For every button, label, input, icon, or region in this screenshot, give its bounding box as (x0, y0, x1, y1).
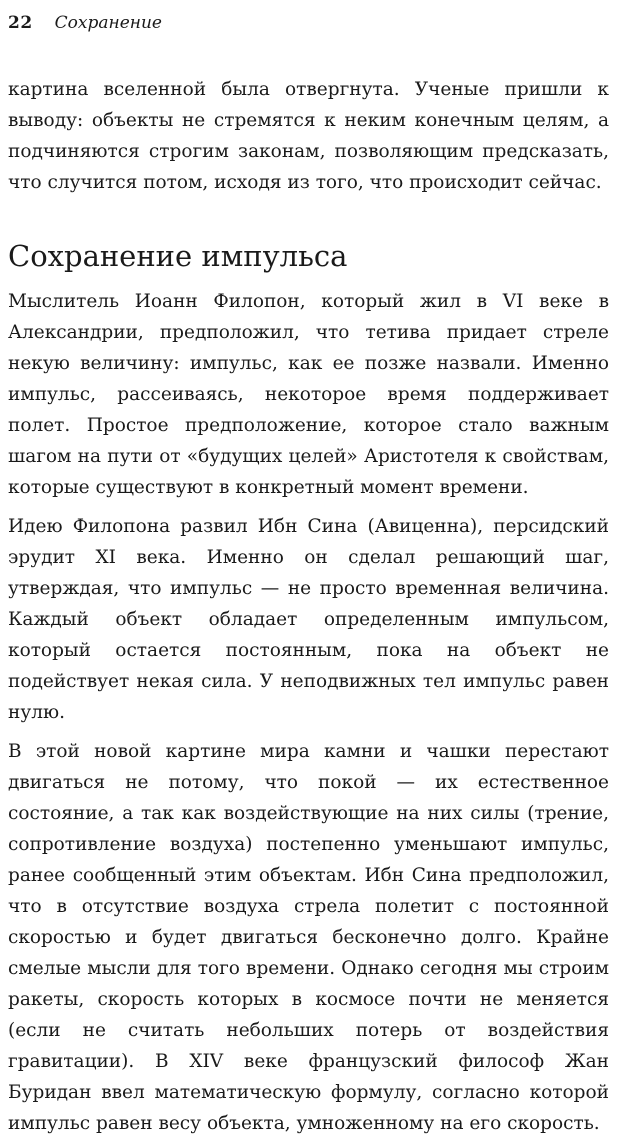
page-number: 22 (8, 13, 33, 33)
body-paragraph: Идею Филопона развил Ибн Сина (Авиценна), персидский эрудит XI века. Именно он сделал решающий шаг, утверждая, что импульс — не просто временная величина. Каждый объект обладает определенным импульсом, который остается постоянным, пока на объект не подействует некая сила. У неподвижных тел импульс равен нулю. (8, 516, 609, 723)
page-body (8, 74, 609, 1139)
intro-paragraph: картина вселенной была отвергнута. Ученые пришли к выводу: объекты не стремятся к неким конечным целям, а подчиняются строгим законам, позволяющим предсказать, что случится потом, исходя из того, что происходит сейчас. (8, 79, 609, 193)
running-section-title: Сохранение (54, 13, 162, 33)
body-paragraph: Мыслитель Иоанн Филопон, который жил в VI веке в Александрии, предположил, что тетива придает стреле некую величину: импульс, как ее позже назвали. Именно импульс, рассеиваясь, некоторое время поддерживает полет. Простое предположение, которое стало важным шагом на пути от «будущих целей» Аристотеля к свойствам, которые существуют в конкретный момент времени. (8, 291, 609, 498)
body-paragraph: В этой новой картине мира камни и чашки перестают двигаться не потому, что покой — их естественное состояние, а так как воздействующие на них силы (трение, сопротивление воздуха) постепенно уменьшают импульс, ранее сообщенный этим объектам. Ибн Сина предположил, что в отсутствие воздуха стрела полетит с постоянной скоростью и будет двигаться бесконечно долго. Крайне смелые мысли для того времени. Однако сегодня мы строим ракеты, скорость которых в космосе почти не меняется (если не считать небольших потерь от воздействия гравитации). В XIV веке французский философ Жан Буридан ввел математическую формулу, согласно которой импульс равен весу объекта, умноженному на его скорость. (8, 741, 609, 1134)
running-header (8, 0, 609, 44)
section-heading: Сохранение импульса (8, 239, 348, 273)
